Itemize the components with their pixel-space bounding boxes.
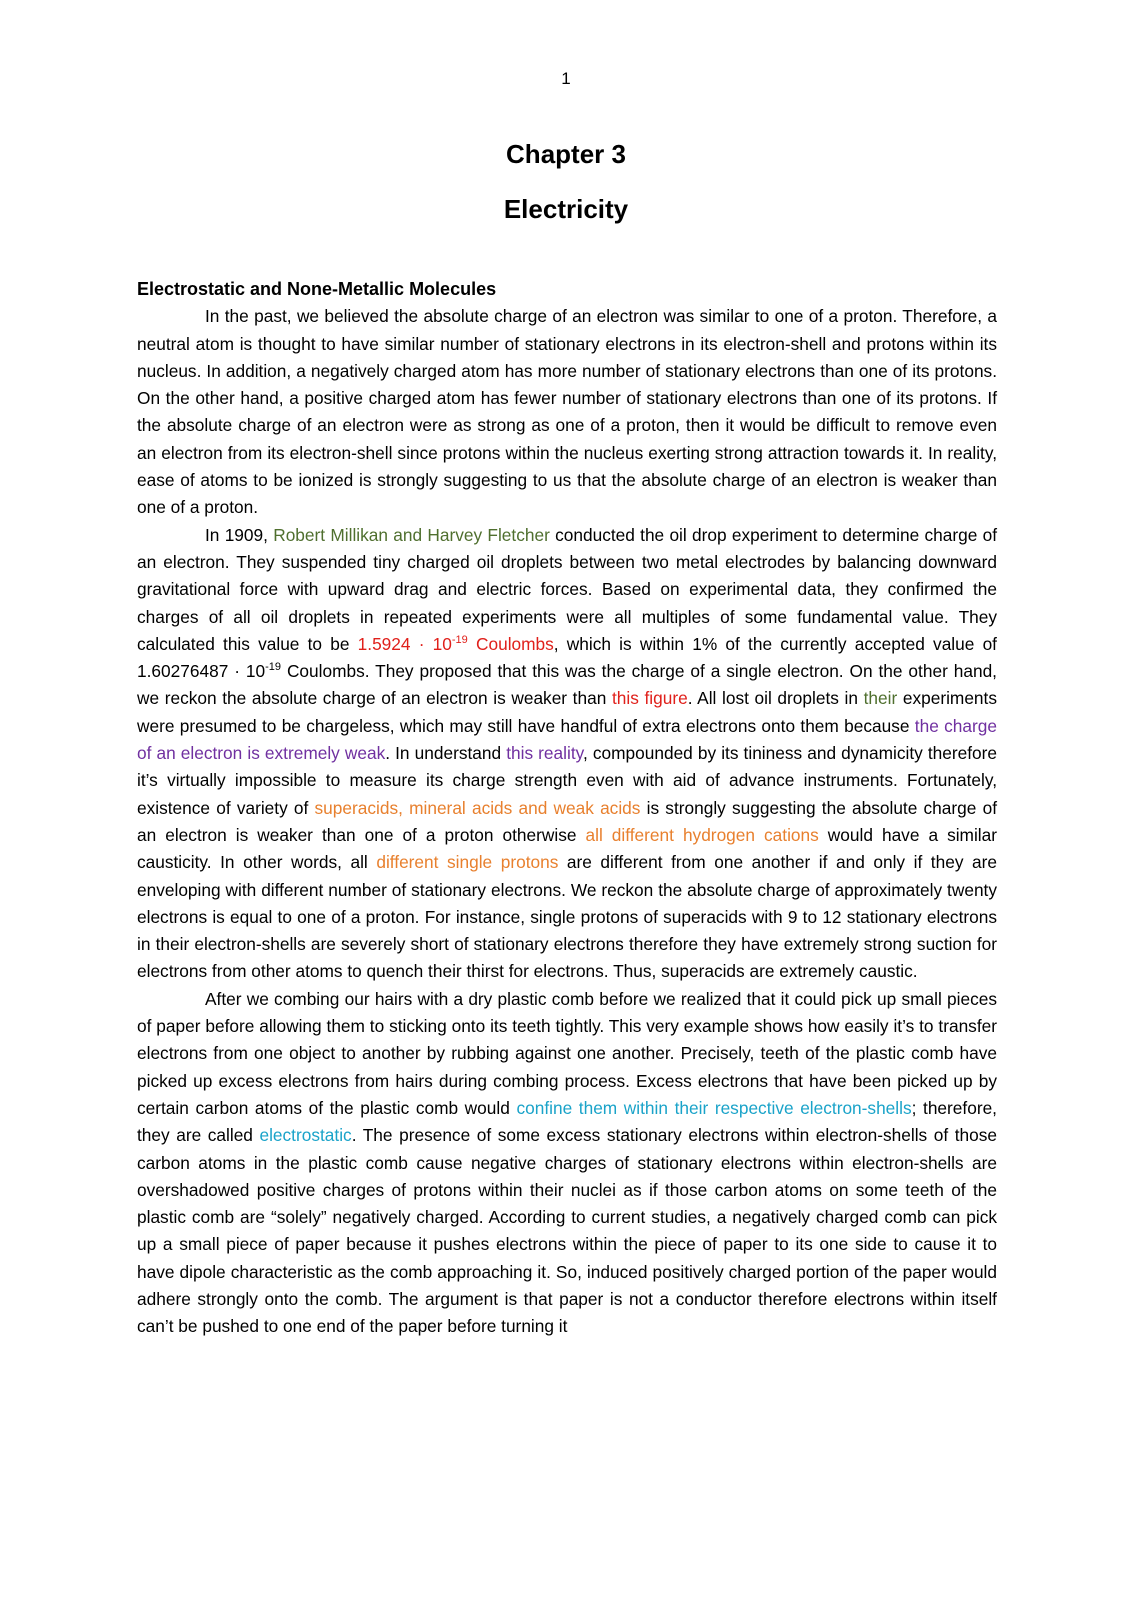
highlight-hydrogen-cations: all different hydrogen cations bbox=[585, 824, 819, 845]
p2-text: . All lost oil droplets in bbox=[687, 688, 864, 709]
p2-text: are different from one another if and only if they are enveloping with different number of stationary electrons. We reckon the absolute charge of approximately twenty electrons is equal to one of a proton. For instance, single protons of superacids with 9 to 12 stationary electrons in their electron-shells are severely short of stationary electrons therefore they have extremely strong suction for electrons from other atoms to quench their thirst for electrons. Thus, superacids are extremely caustic. bbox=[137, 852, 997, 982]
chapter-subtitle: Electricity bbox=[503, 194, 629, 224]
accepted-charge-exponent: -19 bbox=[265, 661, 282, 674]
paragraph-3 bbox=[137, 986, 997, 1341]
highlight-acids: superacids, mineral acids and weak acids bbox=[314, 797, 641, 818]
highlight-electrostatic: electrostatic bbox=[259, 1125, 352, 1146]
measured-charge-unit: Coulombs bbox=[467, 633, 554, 654]
p2-text: , which is within 1% of the currently accepted value of 1.60276487 · 10 bbox=[137, 633, 997, 682]
page-number: 1 bbox=[561, 69, 571, 88]
highlight-researchers: Robert Millikan and Harvey Fletcher bbox=[273, 524, 550, 545]
p2-text: conducted the oil drop experiment to determine charge of an electron. They suspended tiny charged oil droplets between two metal electrodes by balancing downward gravitational force with upward drag and electric forces. Based on experimental data, they confirmed the charges of all oil droplets in repeated experiments were all multiples of some fundamental value. They calculated this value to be bbox=[137, 524, 997, 654]
paragraph-1 bbox=[137, 303, 997, 521]
measured-charge-exponent: -19 bbox=[451, 634, 468, 647]
highlight-weak-charge: the charge of an electron is extremely weak bbox=[137, 715, 997, 764]
p2-text: would have a similar causticity. In other words, all bbox=[137, 824, 997, 873]
p2-text: is strongly suggesting the absolute charge of an electron is weaker than one of a proton otherwise bbox=[137, 797, 997, 845]
highlight-this-reality: this reality bbox=[506, 743, 583, 764]
highlight-measured-charge bbox=[358, 634, 554, 654]
p2-text: , compounded by its tininess and dynamicity therefore it’s virtually impossible to measure its charge strength even with aid of advance instruments. Fortunately, existence of variety of bbox=[137, 743, 998, 818]
p3-text: ; therefore, they are called bbox=[137, 1097, 997, 1146]
highlight-this-figure: this figure bbox=[611, 688, 688, 709]
paragraph-2 bbox=[137, 522, 997, 986]
highlight-single-protons: different single protons bbox=[376, 852, 559, 873]
p3-text: After we combing our hairs with a dry plastic comb before we realized that it could pick up small pieces of paper before allowing them to sticking onto its teeth tightly. This very example shows how easily it’s to transfer electrons from one object to another by rubbing against one another. Precisely, teeth of the plastic comb have picked up excess electrons from hairs during combing process. Excess electrons that have been picked up by certain carbon atoms of the plastic comb would bbox=[137, 988, 997, 1118]
highlight-their: their bbox=[863, 688, 898, 709]
p2-text: In 1909, bbox=[205, 524, 274, 545]
measured-charge-value: 1.5924 · 10 bbox=[357, 633, 452, 654]
section-heading: Electrostatic and None-Metallic Molecules bbox=[137, 279, 497, 299]
p2-text: experiments were presumed to be chargeless, which may still have handful of extra electrons onto them because bbox=[137, 688, 997, 736]
p2-text: Coulombs. They proposed that this was the charge of a single electron. On the other hand, we reckon the absolute charge of an electron is weaker than bbox=[137, 661, 997, 709]
highlight-confine-electrons: confine them within their respective electron-shells bbox=[516, 1097, 912, 1118]
p3-text: . The presence of some excess stationary electrons within electron-shells of those carbon atoms in the plastic comb cause negative charges of stationary electrons within electron-shells are overshadowed positive charges of protons within their nuclei as if those carbon atoms on some teeth of the plastic comb are “solely” negatively charged. According to current studies, a negatively charged comb can pick up a small piece of paper because it pushes electrons within the piece of paper to its one side to cause it to have dipole characteristic as the comb approaching it. So, induced positively charged portion of the paper would adhere strongly onto the comb. The argument is that paper is not a conductor therefore electrons within itself can’t be pushed to one end of the paper before turning it bbox=[137, 1125, 997, 1337]
paragraph-1-text: In the past, we believed the absolute charge of an electron was similar to one of a proton. Therefore, a neutral atom is thought to have similar number of stationary electrons in its electron-shell and protons within its nucleus. In addition, a negatively charged atom has more number of stationary electrons than one of its protons. On the other hand, a positive charged atom has fewer number of stationary electrons than one of its protons. If the absolute charge of an electron were as strong as one of a proton, then it would be difficult to remove even an electron from its electron-shell since protons within the nucleus exerting strong attraction towards it. In reality, ease of atoms to be ionized is strongly suggesting to us that the absolute charge of an electron is weaker than one of a proton. bbox=[137, 306, 997, 518]
body-text bbox=[137, 276, 997, 1341]
p2-text: . In understand bbox=[385, 743, 507, 764]
chapter-title: Chapter 3 bbox=[506, 139, 626, 169]
